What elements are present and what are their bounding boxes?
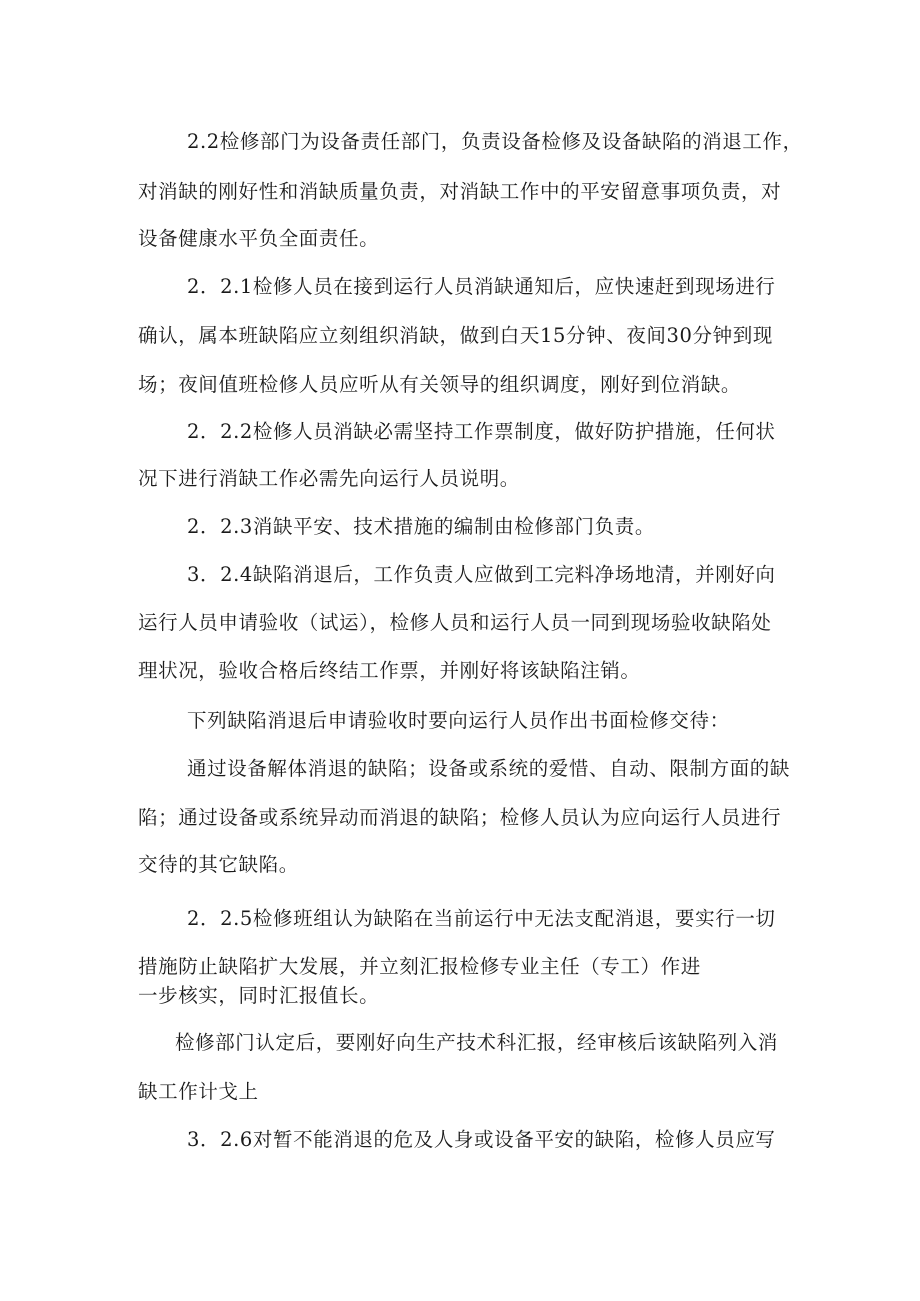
text-line: 2．2.1检修人员在接到运行人员消缺通知后，应快速赶到现场进行: [187, 275, 776, 298]
text-line: 理状况，验收合格后终结工作票，并刚好将该缺陷注销。: [138, 659, 641, 682]
text-line: 2.2检修部门为设备责任部门，负责设备检修及设备缺陷的消退工作，: [187, 130, 803, 153]
text-line: 场；夜间值班检修人员应听从有关领导的组织调度，刚好到位消缺。: [138, 373, 742, 396]
text-line: 通过设备解体消退的缺陷；设备或系统的爱惜、自动、限制方面的缺: [187, 757, 791, 780]
text-line: 3．2.4缺陷消退后，工作负责人应做到工完料净场地清，并刚好向: [187, 563, 776, 586]
text-line: 一步核实，同时汇报值长。: [138, 984, 380, 1007]
text-line: 2．2.2检修人员消缺必需坚持工作票制度，做好防护措施，任何状: [187, 420, 776, 443]
text-line: 陷；通过设备或系统异动而消退的缺陷；检修人员认为应向运行人员进行: [138, 806, 782, 829]
text-line: 缺工作计戈上: [138, 1080, 259, 1103]
text-line: 运行人员申请验收（试运），检修人员和运行人员一同到现场验收缺陷处: [138, 611, 772, 634]
text-line: 检修部门认定后，要刚好向生产技术科汇报，经审核后该缺陷列入消: [175, 1031, 779, 1054]
text-line: 对消缺的刚好性和消缺质量负责，对消缺工作中的平安留意事项负责，对: [138, 180, 782, 203]
text-line: 2．2.3消缺平安、技术措施的编制由检修部门负责。: [187, 515, 655, 538]
text-line: 3．2.6对暂不能消退的危及人身或设备平安的缺陷，检修人员应写: [187, 1128, 776, 1151]
text-line: 况下进行消缺工作必需先向运行人员说明。: [138, 467, 520, 490]
text-line: 确认，属本班缺陷应立刻组织消缺，做到白天15分钟、夜间30分钟到现: [138, 324, 773, 347]
text-line: 措施防止缺陷扩大发展，并立刻汇报检修专业主任（专工）作进: [138, 955, 701, 978]
text-line: 下列缺陷消退后申请验收时要向运行人员作出书面检修交待：: [187, 709, 730, 732]
text-line: 交待的其它缺陷。: [138, 853, 299, 876]
text-line: 2．2.5检修班组认为缺陷在当前运行中无法支配消退，要实行一切: [187, 907, 776, 930]
text-line: 设备健康水平负全面责任。: [138, 227, 380, 250]
